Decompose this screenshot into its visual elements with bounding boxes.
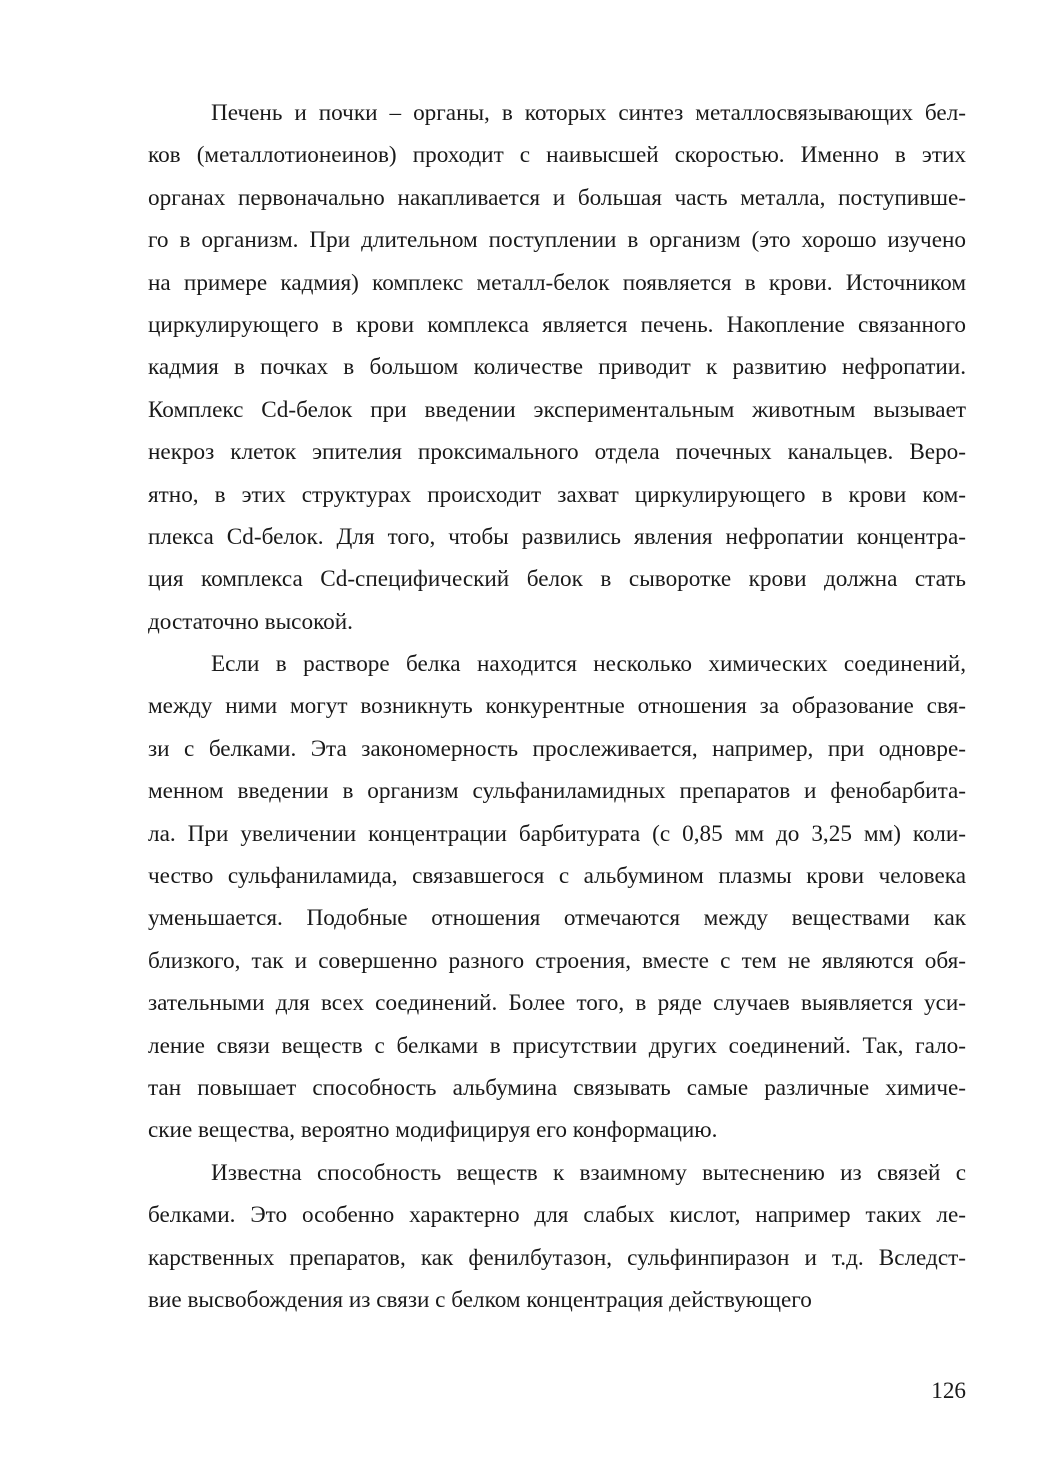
text-line: чество сульфаниламида, связавшегося с альбумином плазмы крови человека [148, 863, 966, 890]
text-line: вие высвобождения из связи с белком концентрация действующего [148, 1286, 812, 1313]
text-line: плекса Cd-белок. Для того, чтобы развились явления нефропатии концентра- [148, 523, 966, 550]
text-line: органах первоначально накапливается и большая часть металла, поступивше- [148, 184, 966, 211]
text-line: Комплекс Cd-белок при введении экспериментальным животным вызывает [148, 396, 966, 423]
text-line: менном введении в организм сульфаниламидных препаратов и фенобарбита- [148, 778, 966, 805]
text-line: ление связи веществ с белками в присутствии других соединений. Так, гало- [148, 1032, 966, 1059]
text-line: тан повышает способность альбумина связывать самые различные химиче- [148, 1074, 966, 1101]
text-line: Известна способность веществ к взаимному вытеснению из связей с [211, 1159, 966, 1186]
text-line: между ними могут возникнуть конкурентные отношения за образование свя- [148, 693, 966, 720]
paragraph-3 [148, 1152, 966, 1322]
text-line: кадмия в почках в большом количестве приводит к развитию нефропатии. [148, 354, 966, 381]
paragraph-1 [148, 92, 966, 643]
text-line: карственных препаратов, как фенилбутазон, сульфинпиразон и т.д. Вследст- [148, 1244, 966, 1271]
text-line: циркулирующего в крови комплекса является печень. Накопление связанного [148, 311, 966, 338]
text-line: ков (металлотионеинов) проходит с наивысшей скоростью. Именно в этих [148, 142, 966, 169]
text-line: на примере кадмия) комплекс металл-белок появляется в крови. Источником [148, 269, 966, 296]
text-line: ция комплекса Cd-специфический белок в сыворотке крови должна стать [148, 566, 966, 593]
text-line: достаточно высокой. [148, 608, 353, 635]
text-line: некроз клеток эпителия проксимального отдела почечных канальцев. Веро- [148, 439, 966, 466]
text-line: белками. Это особенно характерно для слабых кислот, например таких ле- [148, 1202, 966, 1229]
text-line: зи с белками. Эта закономерность прослеживается, например, при одновре- [148, 735, 966, 762]
paragraph-2 [148, 643, 966, 1152]
text-line: уменьшается. Подобные отношения отмечаются между веществами как [148, 905, 966, 932]
page-number: 126 [931, 1378, 966, 1404]
text-line: ла. При увеличении концентрации барбитурата (с 0,85 мм до 3,25 мм) коли- [148, 820, 966, 847]
text-line: го в организм. При длительном поступлении в организм (это хорошо изучено [148, 227, 966, 254]
text-line: Если в растворе белка находится несколько химических соединений, [211, 651, 966, 678]
text-line: ские вещества, вероятно модифицируя его конформацию. [148, 1117, 718, 1144]
text-line: ятно, в этих структурах происходит захват циркулирующего в крови ком- [148, 481, 966, 508]
text-line: близкого, так и совершенно разного строения, вместе с тем не являются обя- [148, 947, 966, 974]
text-line: зательными для всех соединений. Более того, в ряде случаев выявляется уси- [148, 990, 966, 1017]
text-line: Печень и почки – органы, в которых синтез металлосвязывающих бел- [211, 100, 966, 126]
body-text [148, 92, 966, 1321]
